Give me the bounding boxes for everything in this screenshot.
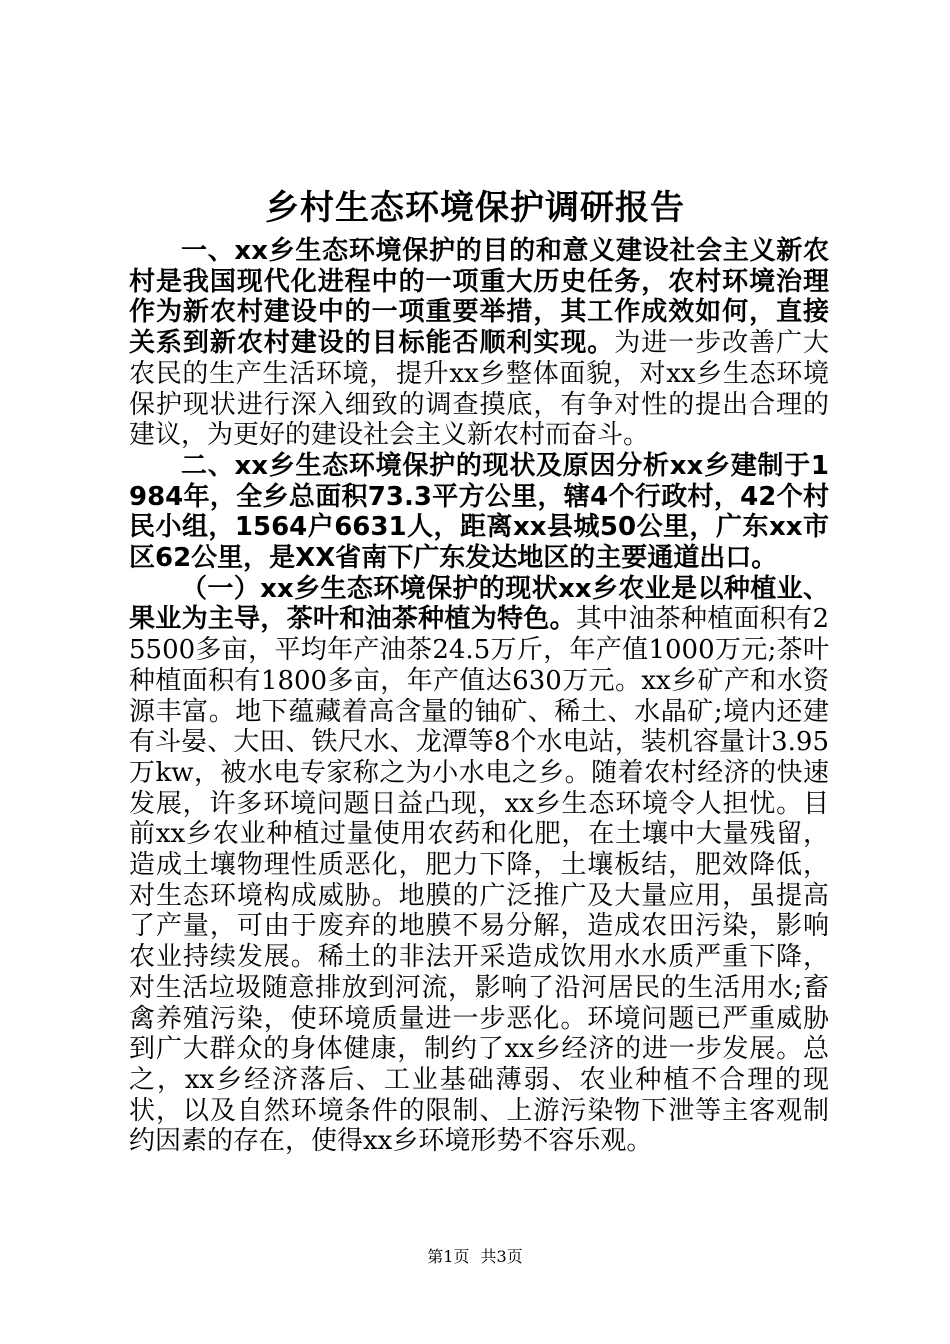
- page-footer: [0, 1247, 950, 1267]
- paragraph-current-status-heading: （一）xx乡生态环境保护的现状xx乡农业是以种植业、果业为主导，茶叶和油茶种植为特色。: [129, 573, 829, 635]
- paragraph-current-status: [129, 574, 829, 1157]
- paragraph-purpose-text: 为进一步改善广大农民的生产生活环境，提升xx乡整体面貌，对xx乡生态环境保护现状进行深入细致的调查摸底，有争对性的提出合理的建议，为更好的建设社会主义新农村而奋斗。: [129, 328, 829, 451]
- paragraph-purpose: [129, 236, 829, 451]
- paragraph-current-status-text: 其中油茶种植面积有25500多亩，平均年产油茶24.5万斤，年产值1000万元;茶叶种植面积有1800多亩，年产值达630万元。xx乡矿产和水资源丰富。地下蕴藏着高含量的铀矿、稀土、水晶矿;境内还建有斗晏、大田、铁尺水、龙潭等8个水电站，装机容量计3.95万kw，被水电专家称之为小水电之乡。随着农村经济的快速发展，许多环境问题日益凸现，xx乡生态环境令人担忧。目前xx乡农业种植过量使用农药和化肥，在土壤中大量残留，造成土壤物理性质恶化，肥力下降，土壤板结，肥效降低，对生态环境构成威胁。地膜的广泛推广及大量应用，虽提高了产量，可由于废弃的地膜不易分解，造成农田污染，影响农业持续发展。稀土的非法开采造成饮用水水质严重下降，对生活垃圾随意排放到河流，影响了沿河居民的生活用水;畜禽养殖污染，使环境质量进一步恶化。环境问题已严重威胁到广大群众的身体健康，制约了xx乡经济的进一步发展。总之，xx乡经济落后、工业基础薄弱、农业种植不合理的现状，以及自然环境条件的限制、上游污染物下泄等主客观制约因素的存在，使得xx乡环境形势不容乐观。: [129, 604, 829, 1157]
- document-body: [129, 234, 829, 1157]
- paragraph-purpose-heading: 一、xx乡生态环境保护的目的和意义建设社会主义新农村是我国现代化进程中的一项重大历史任务，农村环境治理作为新农村建设中的一项重要举措，其工作成效如何，直接关系到新农村建设的目标能否顺利实现。: [129, 236, 829, 359]
- page-number: 第1页: [427, 1247, 470, 1266]
- paragraph-status-analysis-heading: 二、xx乡生态环境保护的现状及原因分析xx乡建制于1984年，全乡总面积73.3平方公里，辖4个行政村，42个村民小组，1564户6631人，距离xx县城50公里，广东xx市区62公里，是XX省南下广东发达地区的主要通道出口。: [129, 450, 829, 574]
- document-title: 乡村生态环境保护调研报告: [265, 188, 685, 228]
- paragraph-status-analysis: [129, 451, 829, 574]
- page-total: 共3页: [480, 1247, 523, 1266]
